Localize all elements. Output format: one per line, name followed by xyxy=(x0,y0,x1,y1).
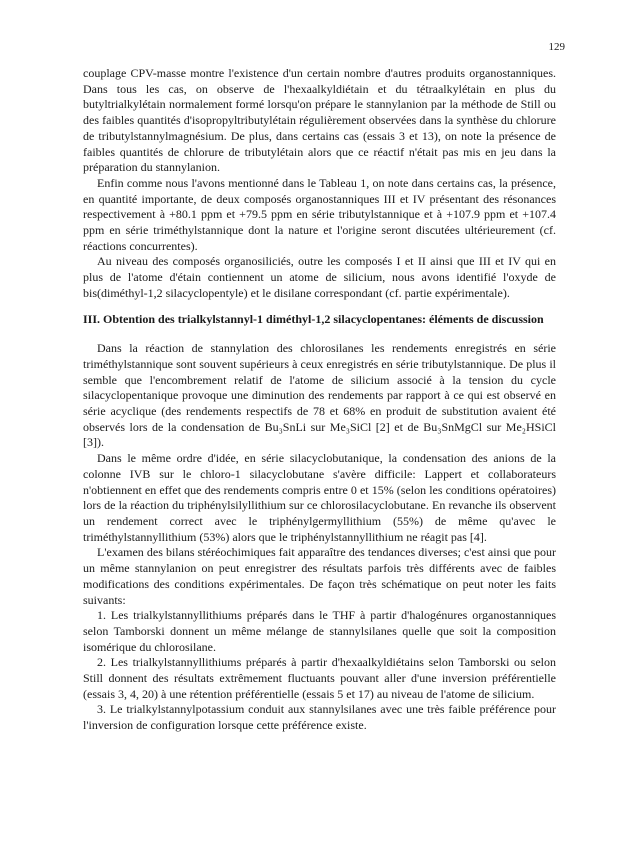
list-item: 2. Les trialkylstannyllithiums préparés à partir d'hexaalkyldiétains selon Tamborski ou selon Still donnent des résultats extrêmement fluctuants pouvant aller d'une inversion préférentielle (essais 3, 4, 20) à une rétention préférentielle (essais 5 et 17) au niveau de l'atome de silicium. xyxy=(83,655,556,701)
paragraph: Enfin comme nous l'avons mentionné dans le Tableau 1, on note dans certains cas, la présence, en quantité importante, de deux composés organostanniques III et IV présentant des résonances respectivement à +80.1 ppm et +79.5 ppm en série tributylstannique et à +107.9 ppm et +107.4 ppm en série triméthylstannique dont la nature et l'origine seront discutées ultérieurement (cf. réactions concurrentes). xyxy=(83,175,556,253)
paragraph: couplage CPV-masse montre l'existence d'un certain nombre d'autres produits organostanniques. Dans tous les cas, on observe de l'hexaalkyldiétain et du tétraalkylétain en plus du butyltrialkylétain normalement formé lorsqu'on prépare le stannylanion par la méthode de Still ou des faibles quantités d'isopropyltributylétain régulièrement observées dans la synthèse du chlorure de tributylstannylmagnésium. De plus, dans certains cas (essais 3 et 13), on note la présence de faibles quantités de chlorure de tributylétain alors que ce réactif n'était pas mis en jeu dans la préparation du stannylanion. xyxy=(83,66,556,175)
page-number: 129 xyxy=(548,41,565,53)
article-body xyxy=(83,66,556,734)
paragraph: Au niveau des composés organosiliciés, outre les composés I et II ainsi que III et IV qui en plus de l'atome d'étain contiennent un atome de silicium, nous avons identifié l'oxyde de bis(diméthyl-1,2 silacyclopentyle) et le disilane correspondant (cf. partie expérimentale). xyxy=(83,254,556,300)
paragraph: Dans le même ordre d'idée, en série silacyclobutanique, la condensation des anions de la colonne IVB sur le chloro-1 silacyclobutane s'avère difficile: Lappert et collaborateurs n'obtiennent en effet que des rendements compris entre 0 et 15% (selon les conditions opératoires) lors de la réaction du triphénylsilyllithium sur ce chlorosilacyclobutane. En revanche ils observent un rendement correct avec le triphénylgermyllithium (55%) de même qu'avec le triméthylstannyllithium (53%) alors que le triphénylstannyllithium ne réagit pas [4]. xyxy=(83,451,556,544)
section-heading: III. Obtention des trialkylstannyl-1 diméthyl-1,2 silacyclopentanes: éléments de discussion xyxy=(83,311,544,326)
paragraph: Dans la réaction de stannylation des chlorosilanes les rendements enregistrés en série triméthylstannique sont souvent supérieurs à ceux enregistrés en série tributylstannique. De plus il semble que l'encombrement relatif de l'atome de silicium associé à la tension du cycle silacyclopentanique provoque une diminution des rendements par rapport à ce qui est observé en série acyclique (des rendements respectifs de 78 et 68% en produit de substitution avaient été observés lors de la condensation de Bu₃SnLi sur Me₃SiCl [2] et de Bu₃SnMgCl sur Me₂HSiCl [3]). xyxy=(83,341,556,450)
paragraph: L'examen des bilans stéréochimiques fait apparaître des tendances diverses; c'est ainsi que pour un même stannylanion on peut enregistrer des résultats parfois très différents avec de faibles modifications des conditions expérimentales. De façon très schématique on peut noter les faits suivants: xyxy=(83,545,556,607)
list-item: 3. Le trialkylstannylpotassium conduit aux stannylsilanes avec une très faible préférence pour l'inversion de configuration lorsque cette préférence existe. xyxy=(83,702,556,733)
list-item: 1. Les trialkylstannyllithiums préparés dans le THF à partir d'halogénures organostanniques selon Tamborski donnent un même mélange de stannylsilanes quelle que soit la composition isomérique du chlorosilane. xyxy=(83,608,556,654)
